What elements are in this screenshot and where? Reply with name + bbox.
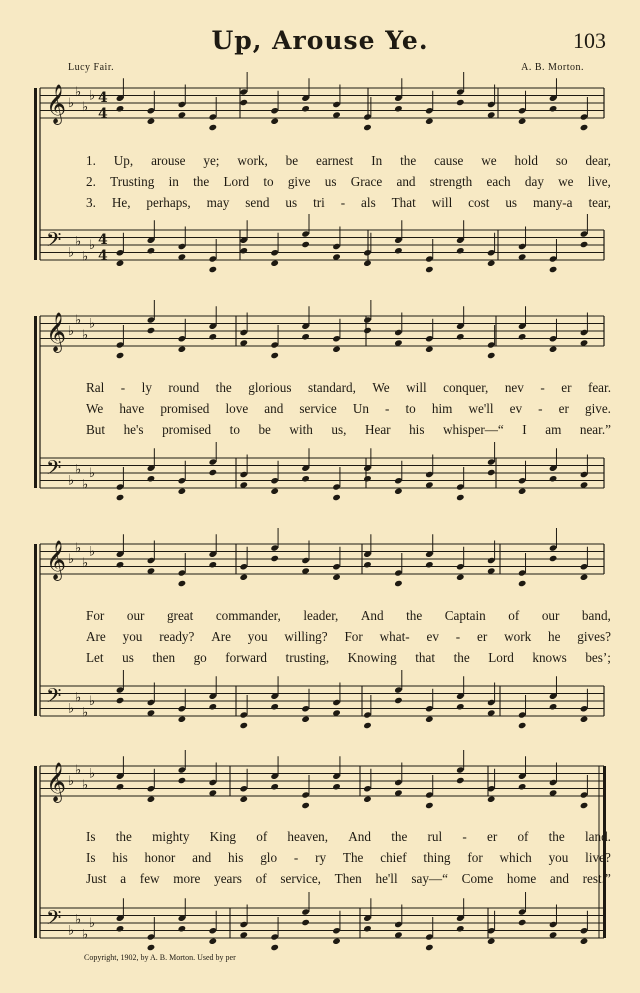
bass-clef: 𝄢 (46, 228, 62, 256)
note-head (487, 938, 496, 945)
note-head (332, 494, 341, 501)
note-head (270, 783, 279, 790)
note-head (239, 574, 248, 581)
note-head (301, 241, 310, 248)
hymn-title: Up, Arouse Ye. (211, 26, 429, 55)
note-head (363, 124, 372, 131)
system-bracket (34, 544, 37, 716)
note-head (363, 722, 372, 729)
note-head (301, 716, 310, 723)
flat-sign: ♭ (68, 552, 75, 567)
note-head (301, 919, 310, 926)
note-head (239, 722, 248, 729)
note-head (580, 802, 589, 809)
verse-line: Is his honor and his glo - ry The chief thing for which you live? (86, 850, 611, 865)
note-head (270, 352, 279, 359)
note-head (394, 488, 403, 495)
note-head (116, 260, 125, 267)
flat-sign: ♭ (89, 694, 96, 709)
note-head (549, 266, 558, 273)
note-head (147, 796, 156, 803)
note-head (178, 925, 187, 932)
note-head (363, 561, 372, 568)
time-signature-bottom: 4 (98, 248, 108, 264)
verse-block-2 (86, 377, 611, 440)
flat-sign: ♭ (89, 88, 96, 104)
note-head (456, 574, 465, 581)
flat-sign: ♭ (82, 477, 89, 493)
flat-sign: ♭ (68, 473, 75, 489)
note-head (116, 494, 125, 501)
flat-sign: ♭ (75, 690, 82, 706)
note-head (549, 346, 558, 353)
note-head (209, 333, 218, 340)
flat-sign: ♭ (89, 316, 96, 332)
note-head (394, 697, 403, 704)
note-head (301, 333, 310, 340)
note-head (332, 346, 341, 353)
note-head (270, 703, 279, 710)
note-head (332, 783, 341, 790)
note-head (178, 488, 187, 495)
note-head (549, 105, 558, 112)
bass-clef: 𝄢 (46, 684, 62, 712)
note-head (425, 802, 434, 809)
verse-block-1 (86, 150, 611, 213)
flat-sign: ♭ (82, 927, 89, 943)
note-head (549, 555, 558, 562)
note-head (518, 919, 527, 926)
note-head (580, 241, 589, 248)
note-head (116, 783, 125, 790)
note-head (178, 346, 187, 353)
bass-clef: 𝄢 (46, 456, 62, 484)
note-head (239, 796, 248, 803)
note-head (549, 703, 558, 710)
note-head (332, 938, 341, 945)
verse-line: 3. He, perhaps, may send us tri - als That will cost us many-a tear, (86, 195, 611, 210)
note-head (425, 118, 434, 125)
note-head (147, 475, 156, 482)
note-head (487, 469, 496, 476)
flat-sign: ♭ (68, 245, 75, 261)
note-head (301, 475, 310, 482)
flat-sign: ♭ (68, 324, 75, 339)
note-head (178, 716, 187, 723)
note-head (549, 475, 558, 482)
note-head (209, 124, 218, 131)
note-head (332, 574, 341, 581)
flat-sign: ♭ (75, 312, 82, 328)
system-bracket (34, 766, 37, 938)
copyright-notice: Copyright, 1902, by A. B. Morton. Used by per (84, 953, 236, 962)
flat-sign: ♭ (89, 766, 96, 782)
verse-line: 2. Trusting in the Lord to give us Grace and strength each day we live, (86, 174, 611, 189)
treble-clef: 𝄞 (46, 762, 67, 802)
flat-sign: ♭ (68, 701, 75, 717)
flat-sign: ♭ (75, 84, 82, 100)
note-head (456, 703, 465, 710)
note-head (239, 247, 248, 254)
note-head (178, 580, 187, 587)
verse-line: Are you ready? Are you willing? For what- ev - er work he gives? (86, 629, 611, 644)
composer-credit: A. B. Morton. (521, 62, 584, 73)
note-head (116, 925, 125, 932)
note-head (147, 118, 156, 125)
note-head (394, 247, 403, 254)
note-head (270, 118, 279, 125)
note-head (116, 105, 125, 112)
note-head (270, 488, 279, 495)
flat-sign: ♭ (75, 762, 82, 778)
verse-block-3 (86, 605, 611, 668)
verse-line: Is the mighty King of heaven, And the rul - er of the land. (86, 829, 611, 844)
note-head (363, 796, 372, 803)
note-head (487, 796, 496, 803)
note-head (363, 925, 372, 932)
note-head (363, 327, 372, 334)
flat-sign: ♭ (75, 234, 82, 250)
bass-clef: 𝄢 (46, 906, 62, 934)
verse-line: We have promised love and service Un - to him we'll ev - er give. (86, 401, 611, 416)
note-head (580, 716, 589, 723)
flat-sign: ♭ (89, 916, 96, 931)
note-head (456, 247, 465, 254)
treble-clef: 𝄞 (46, 312, 67, 352)
verse-line: But he's promised to be with us, Hear his whisper—“ I am near.” (86, 422, 611, 437)
note-head (178, 777, 187, 784)
note-head (239, 99, 248, 106)
flat-sign: ♭ (75, 462, 82, 478)
time-signature-bottom: 4 (98, 106, 108, 122)
time-signature-top: 4 (98, 90, 108, 106)
note-head (209, 703, 218, 710)
note-head (518, 783, 527, 790)
note-head (456, 777, 465, 784)
note-head (518, 118, 527, 125)
note-head (209, 469, 218, 476)
note-head (209, 266, 218, 273)
note-head (301, 802, 310, 809)
note-head (425, 944, 434, 951)
note-head (147, 944, 156, 951)
verse-line: 1. Up, arouse ye; work, be earnest In the cause we hold so dear, (86, 153, 611, 168)
note-head (270, 555, 279, 562)
flat-sign: ♭ (82, 777, 89, 793)
time-signature-top: 4 (98, 232, 108, 248)
note-head (301, 105, 310, 112)
note-head (456, 333, 465, 340)
note-head (518, 580, 527, 587)
note-head (147, 327, 156, 334)
note-head (425, 346, 434, 353)
note-head (518, 722, 527, 729)
flat-sign: ♭ (82, 555, 89, 571)
note-head (425, 716, 434, 723)
flat-sign: ♭ (89, 466, 96, 481)
note-head (425, 561, 434, 568)
note-head (394, 580, 403, 587)
system-bracket (34, 316, 37, 488)
verse-line: Just a few more years of service, Then he'll say—“ Come home and rest.” (86, 871, 611, 886)
verse-line: Ral - ly round the glorious standard, We will conquer, nev - er fear. (86, 380, 611, 395)
note-head (487, 260, 496, 267)
flat-sign: ♭ (75, 540, 82, 556)
treble-clef: 𝄞 (46, 84, 67, 124)
note-head (209, 938, 218, 945)
note-head (363, 475, 372, 482)
system-bracket (34, 88, 37, 260)
page-number: 103 (573, 28, 606, 53)
flat-sign: ♭ (82, 327, 89, 343)
note-head (456, 925, 465, 932)
note-head (425, 266, 434, 273)
verse-line: For our great commander, leader, And the Captain of our band, (86, 608, 611, 623)
note-head (394, 105, 403, 112)
treble-clef: 𝄞 (46, 540, 67, 580)
note-head (270, 260, 279, 267)
note-head (116, 352, 125, 359)
lyricist-credit: Lucy Fair. (68, 62, 115, 73)
verse-block-4 (86, 826, 611, 889)
note-head (487, 352, 496, 359)
flat-sign: ♭ (68, 96, 75, 111)
note-head (456, 494, 465, 501)
flat-sign: ♭ (82, 705, 89, 721)
flat-sign: ♭ (89, 544, 96, 560)
note-head (209, 561, 218, 568)
flat-sign: ♭ (89, 238, 96, 253)
verse-line: Let us then go forward trusting, Knowing that the Lord knows bes’; (86, 650, 611, 665)
note-head (270, 944, 279, 951)
flat-sign: ♭ (82, 99, 89, 115)
note-head (456, 99, 465, 106)
note-head (363, 260, 372, 267)
note-head (147, 247, 156, 254)
note-head (580, 574, 589, 581)
note-head (116, 697, 125, 704)
note-head (116, 561, 125, 568)
flat-sign: ♭ (68, 774, 75, 789)
note-head (518, 488, 527, 495)
flat-sign: ♭ (68, 923, 75, 939)
flat-sign: ♭ (75, 912, 82, 928)
note-head (518, 333, 527, 340)
note-head (580, 938, 589, 945)
flat-sign: ♭ (82, 249, 89, 265)
note-head (580, 124, 589, 131)
